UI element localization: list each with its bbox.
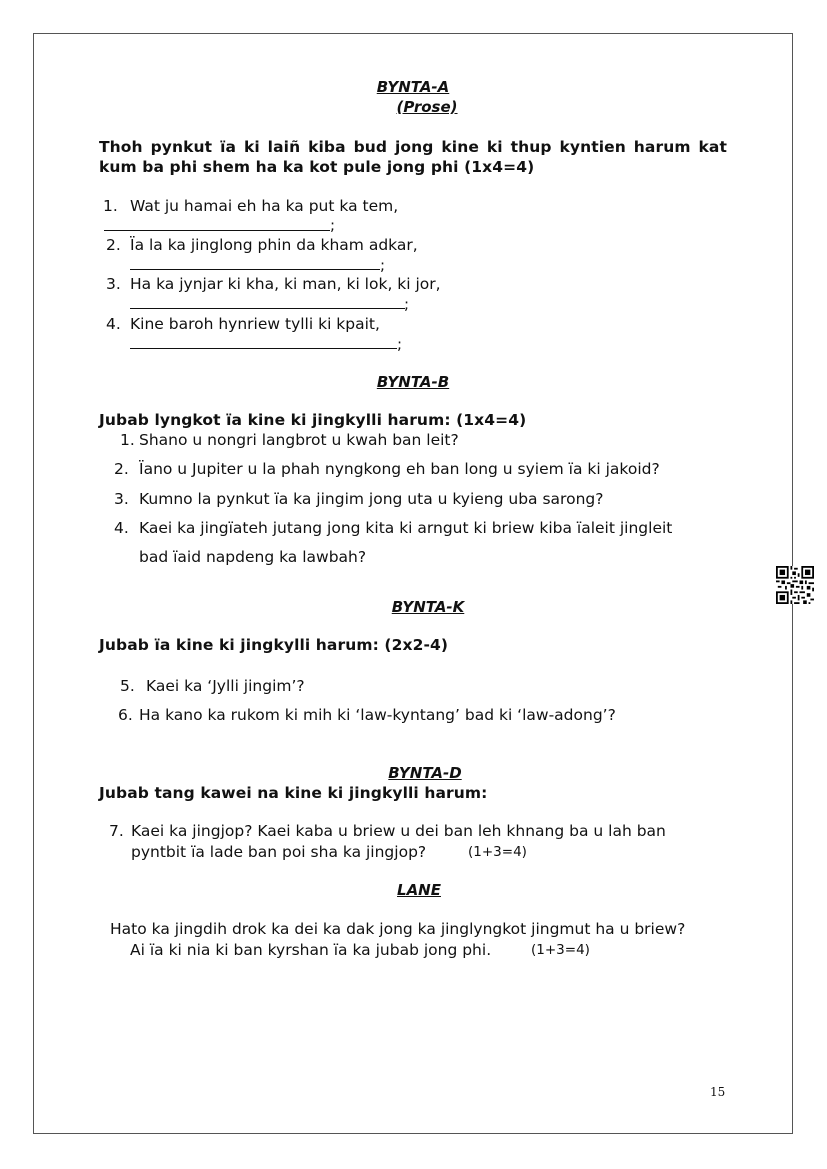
section-k-item-text: Kaei ka ‘Jylli jingim’?: [146, 677, 305, 695]
section-a-item-text: Kine baroh hynriew tylli ki kpait,: [130, 315, 380, 333]
section-a-item-text: Ïa la ka jinglong phin da kham adkar,: [130, 236, 418, 254]
section-a-instruction-line1: Thoh pynkut ïa ki laiñ kiba bud jong kine ki thup kyntien harum kat: [99, 138, 727, 156]
lane-marks: (1+3=4): [531, 942, 590, 958]
section-a-item-num: 4.: [106, 315, 121, 333]
lane-heading: LANE: [397, 881, 441, 899]
section-b-item-text: Ïano u Jupiter u la phah nyngkong eh ban long u syiem ïa ki jakoid?: [139, 460, 660, 478]
section-b-instruction: Jubab lyngkot ïa kine ki jingkylli harum: (1x4=4): [99, 411, 527, 429]
section-d-heading: BYNTA-D: [388, 764, 462, 782]
section-a-item-text: Wat ju hamai eh ha ka put ka tem,: [130, 197, 399, 215]
answer-blank: [130, 308, 405, 309]
section-k-item-num: 6.: [118, 706, 133, 724]
section-b-item-text: Kumno la pynkut ïa ka jingim jong uta u kyieng uba sarong?: [139, 490, 604, 508]
answer-blank: [104, 230, 330, 231]
section-a-instruction-line2: kum ba phi shem ha ka kot pule jong phi (1x4=4): [99, 158, 535, 176]
section-d-instruction: Jubab tang kawei na kine ki jingkylli harum:: [99, 784, 488, 802]
section-b-item-num: 1.: [120, 431, 135, 449]
answer-blank: [130, 269, 380, 270]
section-k-item-num: 5.: [120, 677, 135, 695]
blank-semicolon: ;: [404, 295, 410, 313]
section-b-item-num: 2.: [114, 460, 129, 478]
section-b-heading: BYNTA-B: [376, 373, 450, 391]
section-d-item-num: 7.: [109, 822, 124, 840]
page-number: 15: [710, 1085, 726, 1099]
lane-line1: Hato ka jingdih drok ka dei ka dak jong ka jinglyngkot jingmut ha u briew?: [110, 920, 686, 938]
section-d-marks: (1+3=4): [468, 844, 527, 860]
section-k-item-text: Ha kano ka rukom ki mih ki ‘law-kyntang’ bad ki ‘law-adong’?: [139, 706, 616, 724]
section-b-item-text: Shano u nongri langbrot u kwah ban leit?: [139, 431, 459, 449]
section-a-item-text: Ha ka jynjar ki kha, ki man, ki lok, ki jor,: [130, 275, 441, 293]
blank-semicolon: ;: [330, 216, 336, 234]
section-b-item-text: Kaei ka jingïateh jutang jong kita ki arngut ki briew kiba ïaleit jingleit: [139, 519, 673, 537]
qr-code-icon: [776, 566, 814, 604]
section-a-subheading: (Prose): [396, 98, 458, 116]
blank-semicolon: ;: [380, 256, 386, 274]
section-d-item-line1: Kaei ka jingjop? Kaei kaba u briew u dei ban leh khnang ba u lah ban: [131, 822, 666, 840]
section-k-heading: BYNTA-K: [391, 598, 465, 616]
section-b-item-num: 4.: [114, 519, 129, 537]
lane-line2: Ai ïa ki nia ki ban kyrshan ïa ka jubab jong phi.: [130, 941, 492, 959]
section-a-heading: BYNTA-A: [376, 78, 450, 96]
section-a-item-num: 3.: [106, 275, 121, 293]
section-b-item-text-continued: bad ïaid napdeng ka lawbah?: [139, 548, 367, 566]
section-d-item-line2: pyntbit ïa lade ban poi sha ka jingjop?: [131, 843, 427, 861]
section-k-instruction: Jubab ïa kine ki jingkylli harum: (2x2-4): [99, 636, 449, 654]
answer-blank: [130, 348, 397, 349]
blank-semicolon: ;: [397, 335, 403, 353]
section-a-item-num: 1.: [103, 197, 118, 215]
section-b-item-num: 3.: [114, 490, 129, 508]
section-a-item-num: 2.: [106, 236, 121, 254]
